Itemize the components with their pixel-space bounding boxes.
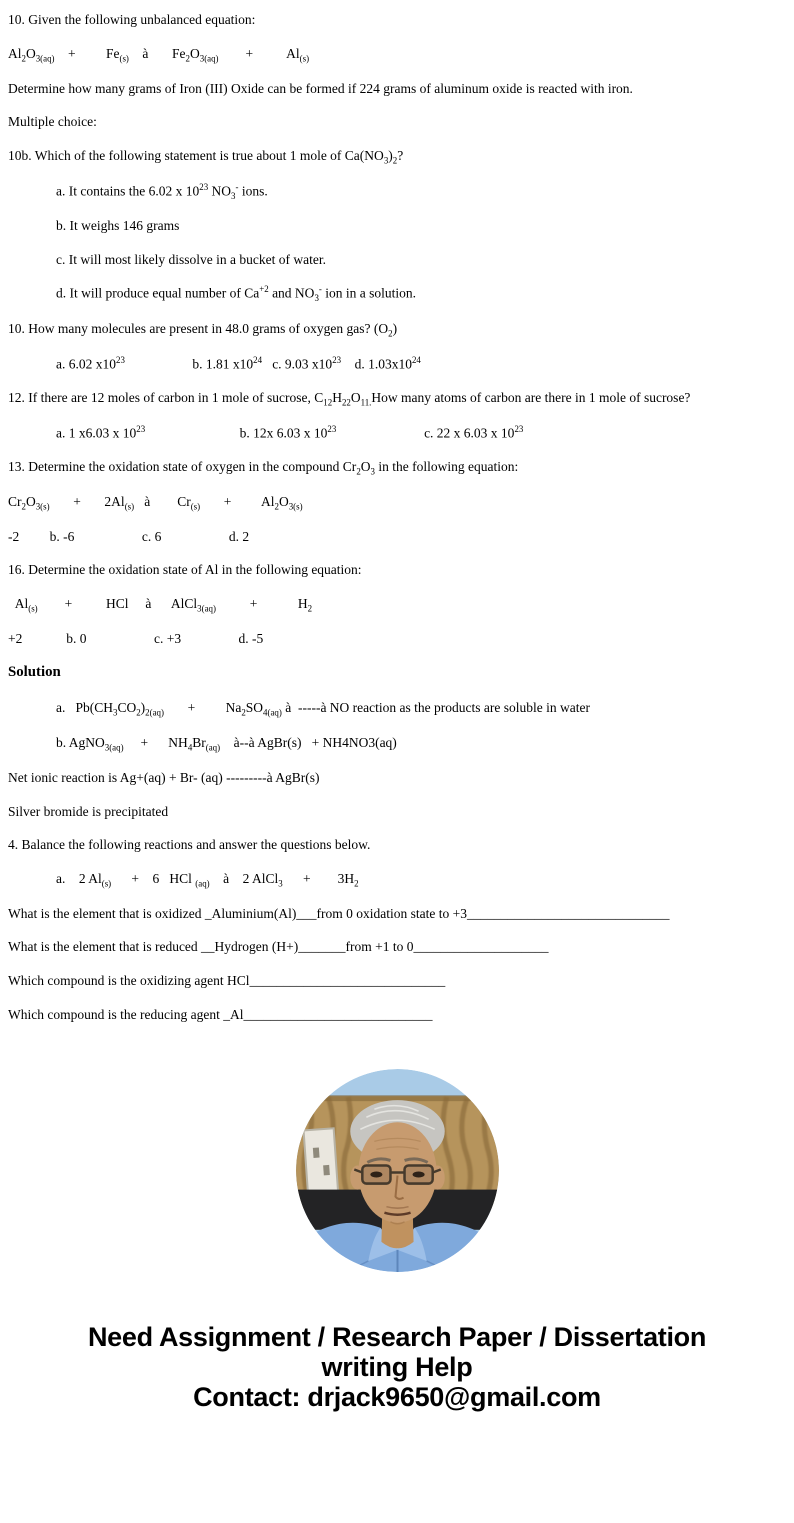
q10b-option-c: c. It will most likely dissolve in a bucket of water. <box>56 251 326 267</box>
q13-options: -2 b. -6 c. 6 d. 2 <box>8 528 250 544</box>
advert-line-1: Need Assignment / Research Paper / Dissertation <box>87 1322 707 1353</box>
instructor-photo-image <box>296 1069 499 1272</box>
q10-molecules-options: a. 6.02 $x10^{23}$ b. 1.81 $x10^{24}$ c. 9.03 $x10^{23}$ d. $1.03x10^{24}$ <box>56 354 421 372</box>
q10b-option-b: b. It weighs 146 grams <box>56 218 180 234</box>
q4-stem: 4. Balance the following reactions and answer the questions below. <box>8 837 371 853</box>
multiple-choice-label: Multiple choice: <box>8 114 97 130</box>
q16-equation: $Al_{(s)}$ + HCl à AlCl$_{3(aq)}$ + $H_2$ <box>8 595 313 614</box>
q4-reduced-line: What is the element that is reduced __Hydrogen (H+)_______from +1 to 0____________________ <box>8 939 549 955</box>
q10-molecules-stem: 10. How many molecules are present in 48.0 grams of oxygen gas? $(O_2)$ <box>8 320 398 339</box>
q10-intro: 10. Given the following unbalanced equation: <box>8 12 256 27</box>
q10b-stem: 10b. Which of the following statement is true about 1 mole of $Ca(NO_3)_2$? <box>8 147 404 166</box>
q10-equation: $Al_2O_{3(aq)}$ + $Fe_{(s)}$ à $Fe_2O_{3(aq)}$ + $Al_{(s)}$ <box>8 45 310 64</box>
q10-prompt: Determine how many grams of Iron (III) Oxide can be formed if 224 grams of aluminum oxide is reacted with iron. <box>8 80 633 96</box>
advert-footer <box>8 1322 786 1412</box>
q12-options: a. 1 x6.03 x $10^{23}$ b. 12x 6.03 x $10^{23}$ c. 22 x 6.03 x $10^{23}$ <box>56 423 524 441</box>
net-ionic-line: Net ionic reaction is Ag+(aq) + Br- (aq) ---------à AgBr(s) <box>8 770 320 785</box>
q4-oxidizing-agent-line: Which compound is the oxidizing agent HCl_____________________________ <box>8 972 446 988</box>
solution-heading: Solution <box>8 664 61 681</box>
precipitate-line: Silver bromide is precipitated <box>8 803 169 819</box>
q16-stem: 16. Determine the oxidation state of Al in the following equation: <box>8 562 362 578</box>
q4-oxidized-line: What is the element that is oxidized _Aluminium(Al)___from 0 oxidation state to +3______________________________ <box>8 905 670 921</box>
q10b-option-d: d. It will produce equal number of $Ca^{+2}$ and $NO_3^-$ ion in a solution. <box>56 284 416 304</box>
q13-stem: 13. Determine the oxidation state of oxygen in the compound $Cr_2O_3$ in the following equation: <box>8 458 519 477</box>
instructor-photo <box>296 1069 499 1272</box>
q16-options: +2 b. 0 c. +3 d. -5 <box>8 630 264 646</box>
advert-line-2: writing Help <box>321 1352 473 1383</box>
document-body <box>8 9 786 1025</box>
q4-reducing-agent-line: Which compound is the reducing agent _Al____________________________ <box>8 1006 433 1022</box>
q12-stem: 12. If there are 12 moles of carbon in 1 mole of sucrose, $C_{12}H_{22}O_{11.}How$ many atoms of carbon are there in 1 mole of sucrose? <box>8 389 691 408</box>
solution-b: b. AgNO$_{3(aq)}$ + $NH_4Br_{(aq)}$ à--à AgBr(s) + NH4NO3(aq) <box>56 735 397 753</box>
q10b-option-a: a. It contains the 6.02 x $10^{23}$ $NO_3^-$ ions. <box>56 181 268 201</box>
q13-equation: $Cr_2O_{3(s)}$ + $2Al_{(s)}$ à $Cr_{(s)}$ + $Al_2O_{3(s)}$ <box>8 493 303 512</box>
advert-line-3: Contact: drjack9650@gmail.com <box>193 1382 601 1413</box>
solution-a: a. $Pb(CH_3CO_2)_{2(aq)}$ + $Na_2SO_{4(aq)}$ à -----à NO reaction as the products are soluble in water <box>56 700 590 718</box>
q4-equation: a. 2 $Al_{(s)}$ + 6 HCl $_{(aq)}$ à 2 AlCl$_3$ + $3H_2$ <box>56 870 359 889</box>
